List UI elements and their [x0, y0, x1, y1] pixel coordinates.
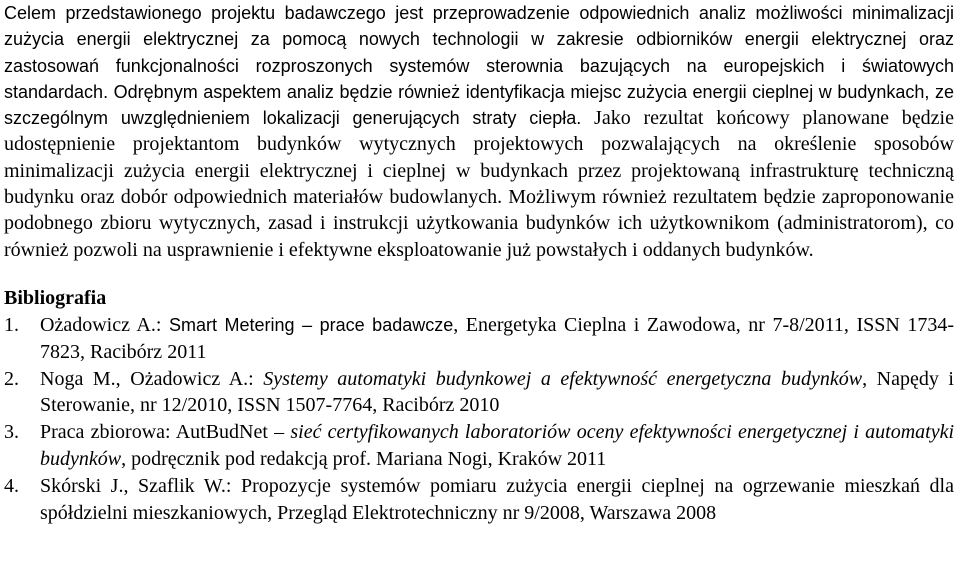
entry-authors: Ożadowicz A. [40, 313, 156, 336]
entry-colon: : [155, 313, 162, 336]
bibliography-entry-4 [4, 473, 954, 527]
bibliography-heading: Bibliografia [4, 286, 107, 309]
document-page [4, 0, 954, 526]
entry-authors: Skórski J., Szaflik W. [40, 474, 226, 497]
bibliography-entry-2 [4, 366, 954, 420]
body-paragraph-sentence-1: Celem przedstawionego projektu badawczego jest przeprowadzenie odpowiednich analiz możliwości minimalizacji zużycia energii elektrycznej za pomocą nowych technologii w zakresie odbiorników energii elektrycznej oraz zastosowań funkcjonalności rozproszonych systemów sterownia bazujących na europejskich i światowych standardach. [4, 3, 954, 102]
entry-title: Smart Metering – prace badawcze [168, 314, 454, 335]
bibliography-entry-1 [4, 312, 954, 366]
entry-colon: : [248, 367, 254, 390]
entry-number: 4. [4, 474, 19, 497]
entry-number: 1. [4, 313, 19, 336]
entry-title: Systemy automatyki budynkowej a efektywność energetyczna budynków [263, 367, 863, 390]
entry-details: Propozycje systemów pomiaru zużycia energii cieplnej na ogrzewanie mieszkań dla spółdzielni mieszkaniowych, Przegląd Elektrotechniczny nr 9/2008, Warszawa 2008 [40, 474, 954, 524]
body-paragraph [4, 0, 954, 263]
entry-number: 3. [4, 421, 19, 444]
entry-lead: Praca zbiorowa: AutBudNet – [40, 421, 291, 444]
body-paragraph-sentence-2: Odrębnym aspektem analiz będzie również identyfikacja miejsc zużycia energii cieplnej w budynkach, ze szczególnym uwzględnieniem lokalizacji generujących straty ciepła. [4, 81, 954, 129]
entry-details: , Energetyka Cieplna i Zawodowa, nr 7-8/2011, ISSN 1734-7823, Racibórz 2011 [40, 313, 955, 363]
entry-title: sieć certyfikowanych laboratoriów oceny efektywności energetycznej i automatyki budynków [40, 421, 955, 470]
bibliography-entry-3 [4, 419, 954, 473]
bibliography-list [4, 312, 954, 526]
entry-colon: : [225, 474, 232, 497]
body-paragraph-sentence-3: Jako rezultat końcowy planowane będzie udostępnienie projektantom budynków wytycznych projektowych pozwalających na określenie sposobów minimalizacji zużycia energii elektrycznej i cieplnej w budynkach przez projektowaną infrastrukturę techniczną budynku oraz dobór odpowiednich materiałów budowlanych. Możliwym również rezultatem będzie zaproponowanie podobnego zbioru wytycznych, zasad i instrukcji użytkowania budynków ich użytkownikom (administratorom), co również pozwoli na usprawnienie i efektywne eksploatowanie już powstałych i oddanych budynków. [4, 107, 954, 261]
entry-number: 2. [4, 367, 19, 390]
entry-details: , Napędy i Sterowanie, nr 12/2010, ISSN 1507-7764, Racibórz 2010 [40, 367, 954, 417]
entry-authors: Noga M., Ożadowicz A. [40, 367, 249, 390]
entry-details: , podręcznik pod redakcją prof. Mariana Nogi, Kraków 2011 [121, 447, 607, 470]
